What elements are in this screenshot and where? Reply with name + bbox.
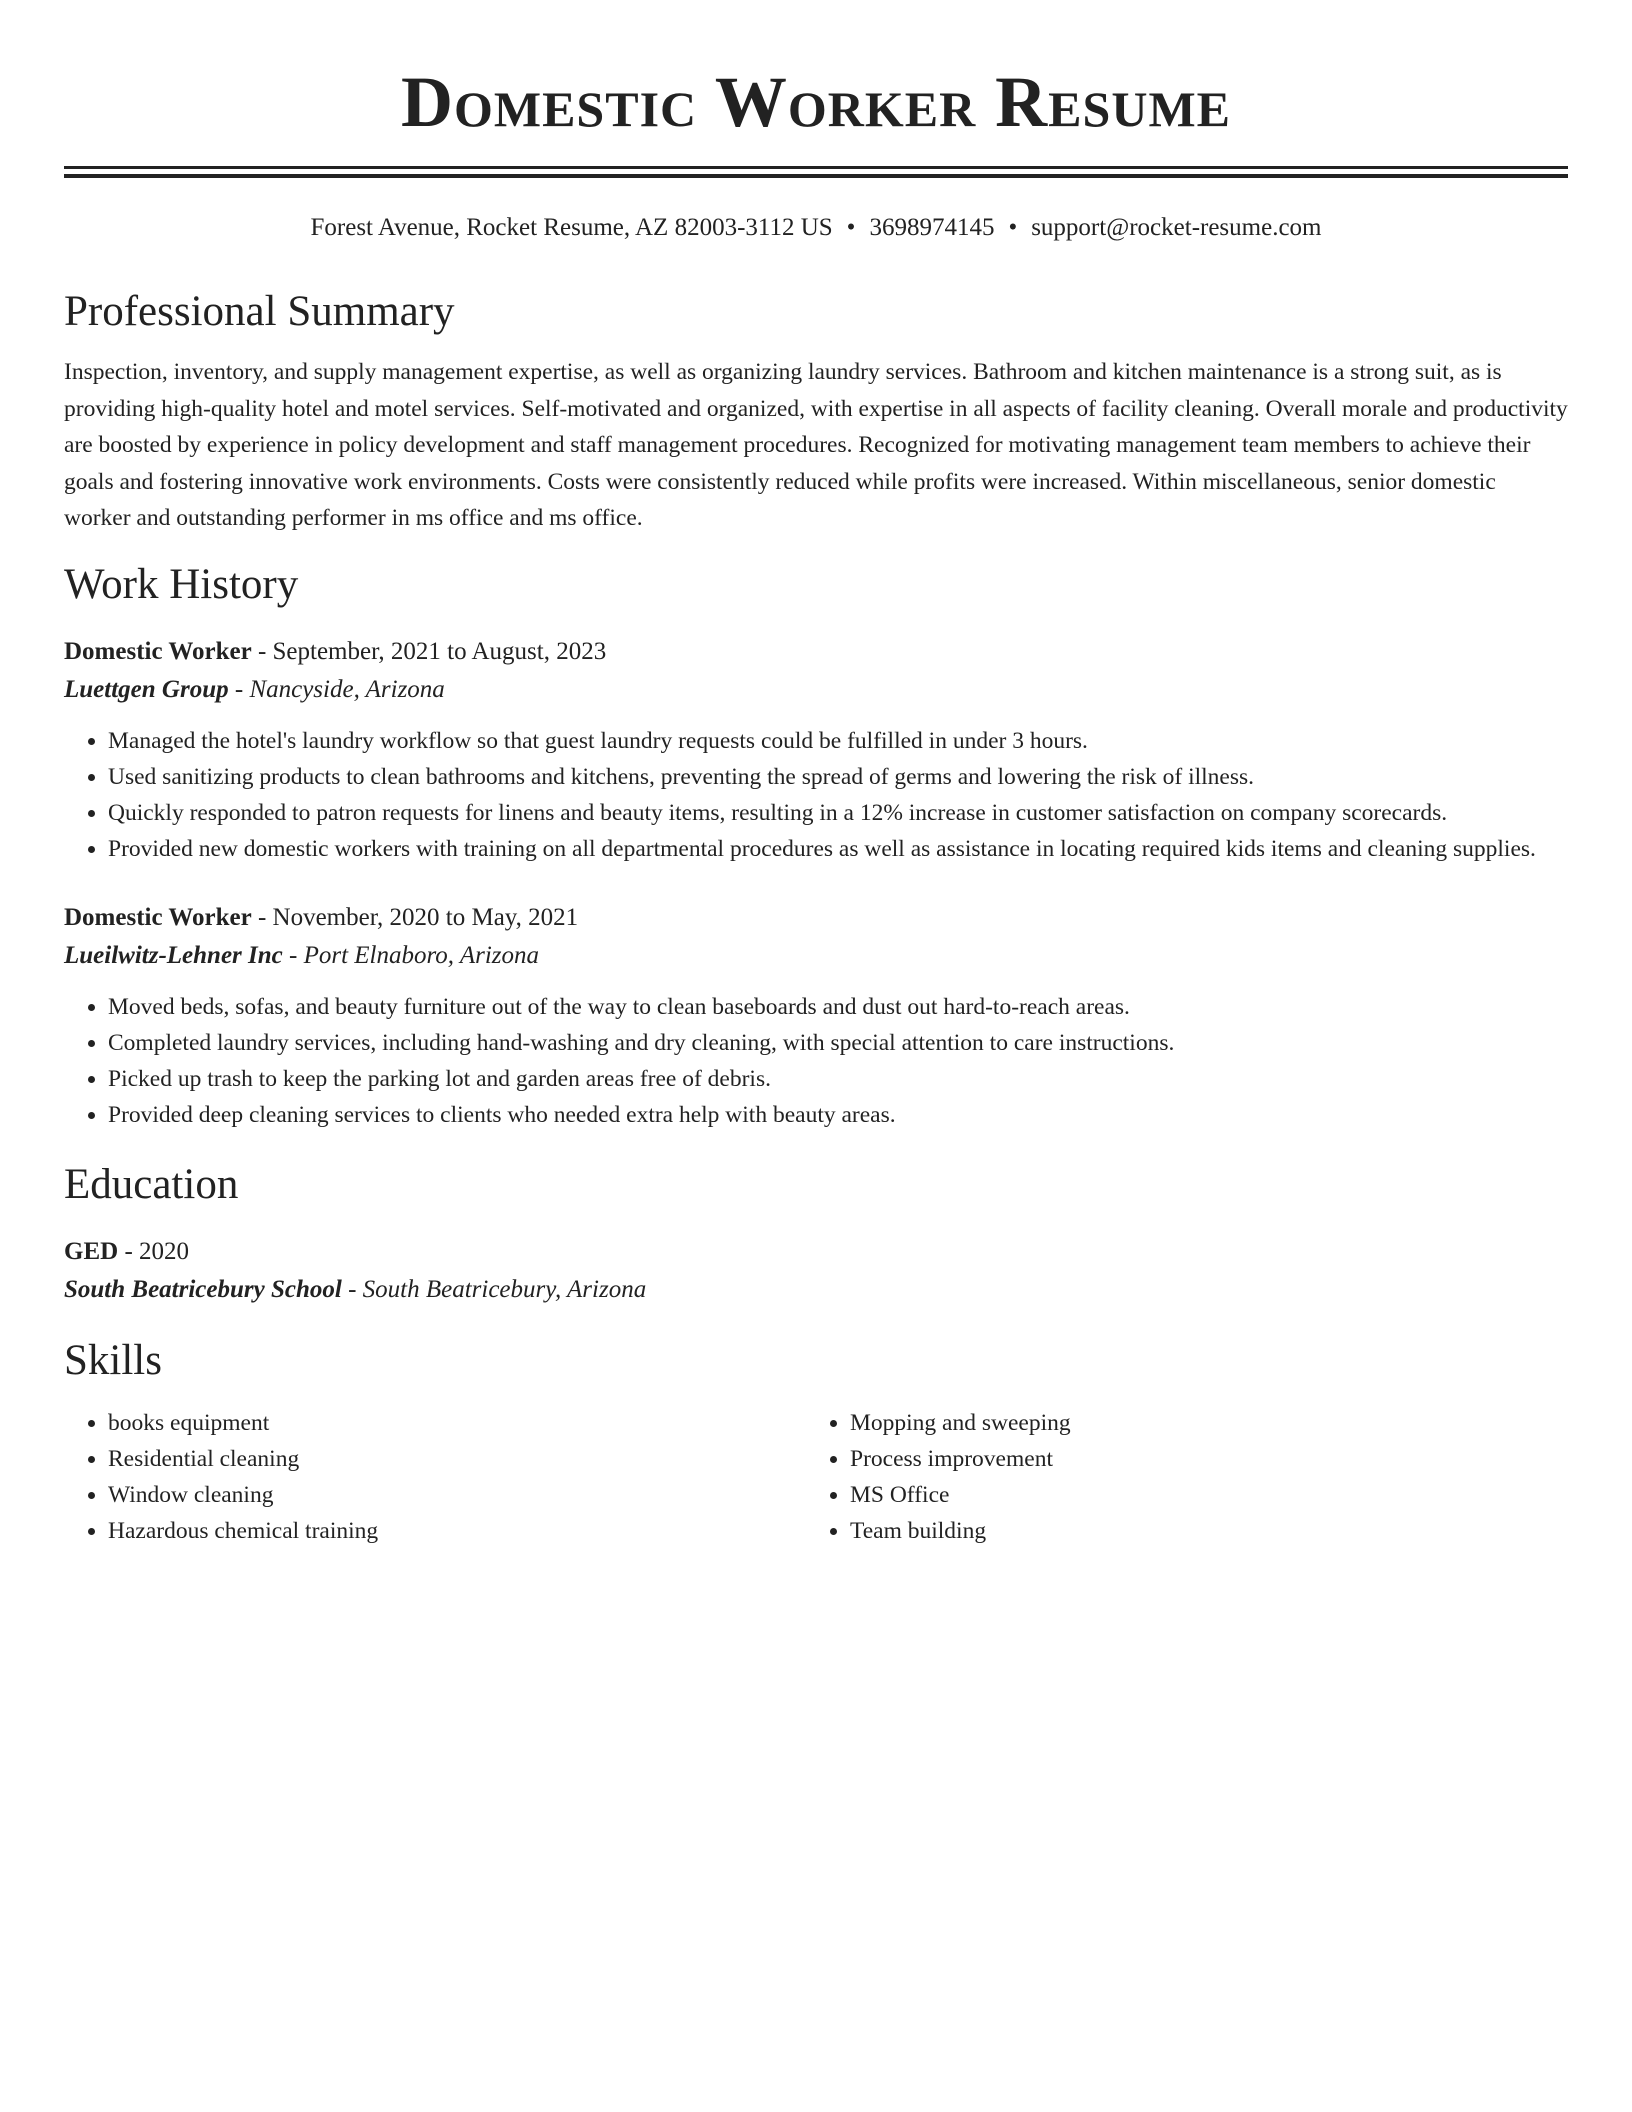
skill-item: • Residential cleaning xyxy=(108,1441,806,1477)
dash: - xyxy=(228,675,250,703)
skill-item: • Process improvement xyxy=(850,1441,1548,1477)
job-duty: • Moved beds, sofas, and beauty furniture out of the way to clean baseboards and dust out hard-to-reach areas. xyxy=(108,989,1568,1025)
contact-separator: • xyxy=(846,214,856,241)
company-line xyxy=(64,937,1568,975)
contact-email: support@rocket-resume.com xyxy=(1031,214,1322,241)
graduation-year: 2020 xyxy=(139,1237,190,1265)
summary-heading: Professional Summary xyxy=(64,288,455,335)
job-dates: September, 2021 to August, 2023 xyxy=(272,637,607,665)
skill-item: • Mopping and sweeping xyxy=(850,1405,1548,1441)
company-location: Port Elnaboro, Arizona xyxy=(303,941,540,969)
job-title-line xyxy=(64,899,1568,937)
company-name: Lueilwitz-Lehner Inc xyxy=(64,941,283,969)
company-name: Luettgen Group xyxy=(64,675,229,703)
job-title: Domestic Worker xyxy=(64,637,252,665)
skill-item: • Hazardous chemical training xyxy=(108,1513,806,1549)
skills-columns xyxy=(64,1405,1568,1549)
degree-line xyxy=(64,1233,1568,1271)
school-line xyxy=(64,1271,1568,1309)
contact-separator: • xyxy=(1008,214,1018,241)
job-entry xyxy=(64,899,1568,1133)
job-duty: • Quickly responded to patron requests for linens and beauty items, resulting in a 12% increase in customer satisfaction on company scorecards. xyxy=(108,795,1568,831)
school-name: South Beatricebury School xyxy=(64,1275,342,1303)
skill-item: • Team building xyxy=(850,1513,1548,1549)
school-location: South Beatricebury, Arizona xyxy=(362,1275,647,1303)
company-location: Nancyside, Arizona xyxy=(249,675,445,703)
contact-address: Forest Avenue, Rocket Resume, AZ 82003-3112 US xyxy=(310,214,833,241)
job-title: Domestic Worker xyxy=(64,903,252,931)
skill-item: • books equipment xyxy=(108,1405,806,1441)
title-rule-bottom xyxy=(64,174,1568,178)
skills-list-right xyxy=(806,1405,1548,1549)
job-duties-list xyxy=(64,989,1568,1133)
job-duty: • Provided deep cleaning services to clients who needed extra help with beauty areas. xyxy=(108,1097,1568,1133)
education-heading: Education xyxy=(64,1160,239,1208)
job-entry xyxy=(64,633,1568,867)
skill-item: • Window cleaning xyxy=(108,1477,806,1513)
summary-text: Inspection, inventory, and supply management expertise, as well as organizing laundry services. Bathroom and kitchen maintenance is a strong suit, as is providing high-quality hotel and motel services. Self-motivated and organized, with expertise in all aspects of facility cleaning. Overall morale and productivity are boosted by experience in policy development and staff management procedures. Recognized for motivating management team members to achieve their goals and fostering innovative work environments. Costs were consistently reduced while profits were increased. Within miscellaneous, senior domestic worker and outstanding performer in ms office and ms office. xyxy=(64,359,1568,531)
work-history-heading: Work History xyxy=(64,560,299,608)
job-duty: • Used sanitizing products to clean bathrooms and kitchens, preventing the spread of germs and lowering the risk of illness. xyxy=(108,759,1568,795)
job-duty: • Managed the hotel's laundry workflow so that guest laundry requests could be fulfilled in under 3 hours. xyxy=(108,723,1568,759)
education-entry xyxy=(64,1233,1568,1309)
dash: - xyxy=(118,1237,140,1265)
skills-list-left xyxy=(64,1405,806,1549)
contact-phone: 3698974145 xyxy=(869,214,995,241)
skills-heading: Skills xyxy=(64,1336,162,1384)
job-title-line xyxy=(64,633,1568,671)
resume-title: Domestic Worker Resume xyxy=(400,62,1231,142)
title-rule-top xyxy=(64,166,1568,169)
dash: - xyxy=(251,903,273,931)
dash: - xyxy=(282,941,304,969)
job-duty: • Completed laundry services, including hand-washing and dry cleaning, with special attention to care instructions. xyxy=(108,1025,1568,1061)
job-duties-list xyxy=(64,723,1568,867)
dash: - xyxy=(251,637,273,665)
dash: - xyxy=(341,1275,363,1303)
job-duty: • Provided new domestic workers with training on all departmental procedures as well as assistance in locating required kids items and cleaning supplies. xyxy=(108,831,1568,867)
skill-item: • MS Office xyxy=(850,1477,1548,1513)
contact-line xyxy=(64,212,1568,244)
job-dates: November, 2020 to May, 2021 xyxy=(272,903,579,931)
degree: GED xyxy=(64,1237,119,1265)
job-duty: • Picked up trash to keep the parking lot and garden areas free of debris. xyxy=(108,1061,1568,1097)
company-line xyxy=(64,671,1568,709)
